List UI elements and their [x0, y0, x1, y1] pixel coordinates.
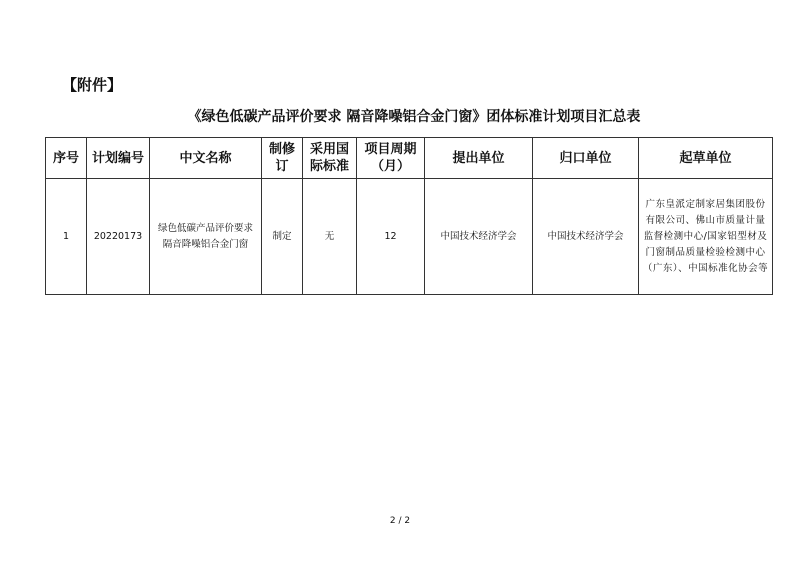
- cell-project-period: 12: [357, 179, 425, 295]
- cell-chinese-name: 绿色低碳产品评价要求 隔音降噪铝合金门窗: [150, 179, 262, 295]
- header-seq: 序号: [46, 138, 87, 179]
- header-plan-no: 计划编号: [87, 138, 150, 179]
- header-drafter: 起草单位: [639, 138, 773, 179]
- plan-summary-table: [45, 137, 773, 295]
- cell-revision-type: 制定: [262, 179, 303, 295]
- header-project-period: 项目周期（月）: [357, 138, 425, 179]
- header-revision-type: 制修订: [262, 138, 303, 179]
- cell-drafter: 广东皇派定制家居集团股份有限公司、佛山市质量计量监督检测中心/国家铝型材及门窗制品质量检验检测中心（广东）、中国标准化协会等: [639, 179, 773, 295]
- header-chinese-name: 中文名称: [150, 138, 262, 179]
- header-administrator: 归口单位: [533, 138, 639, 179]
- cell-plan-no: 20220173: [87, 179, 150, 295]
- cell-intl-standard: 无: [303, 179, 357, 295]
- cell-seq: 1: [46, 179, 87, 295]
- attachment-label: 【附件】: [62, 76, 123, 94]
- page-number: 2 / 2: [389, 516, 411, 526]
- table-row: [46, 179, 773, 295]
- cell-administrator: 中国技术经济学会: [533, 179, 639, 295]
- document-title: 《绿色低碳产品评价要求 隔音降噪铝合金门窗》团体标准计划项目汇总表: [187, 109, 641, 125]
- header-proposer: 提出单位: [425, 138, 533, 179]
- header-intl-standard: 采用国际标准: [303, 138, 357, 179]
- cell-proposer: 中国技术经济学会: [425, 179, 533, 295]
- table-header-row: [46, 138, 773, 179]
